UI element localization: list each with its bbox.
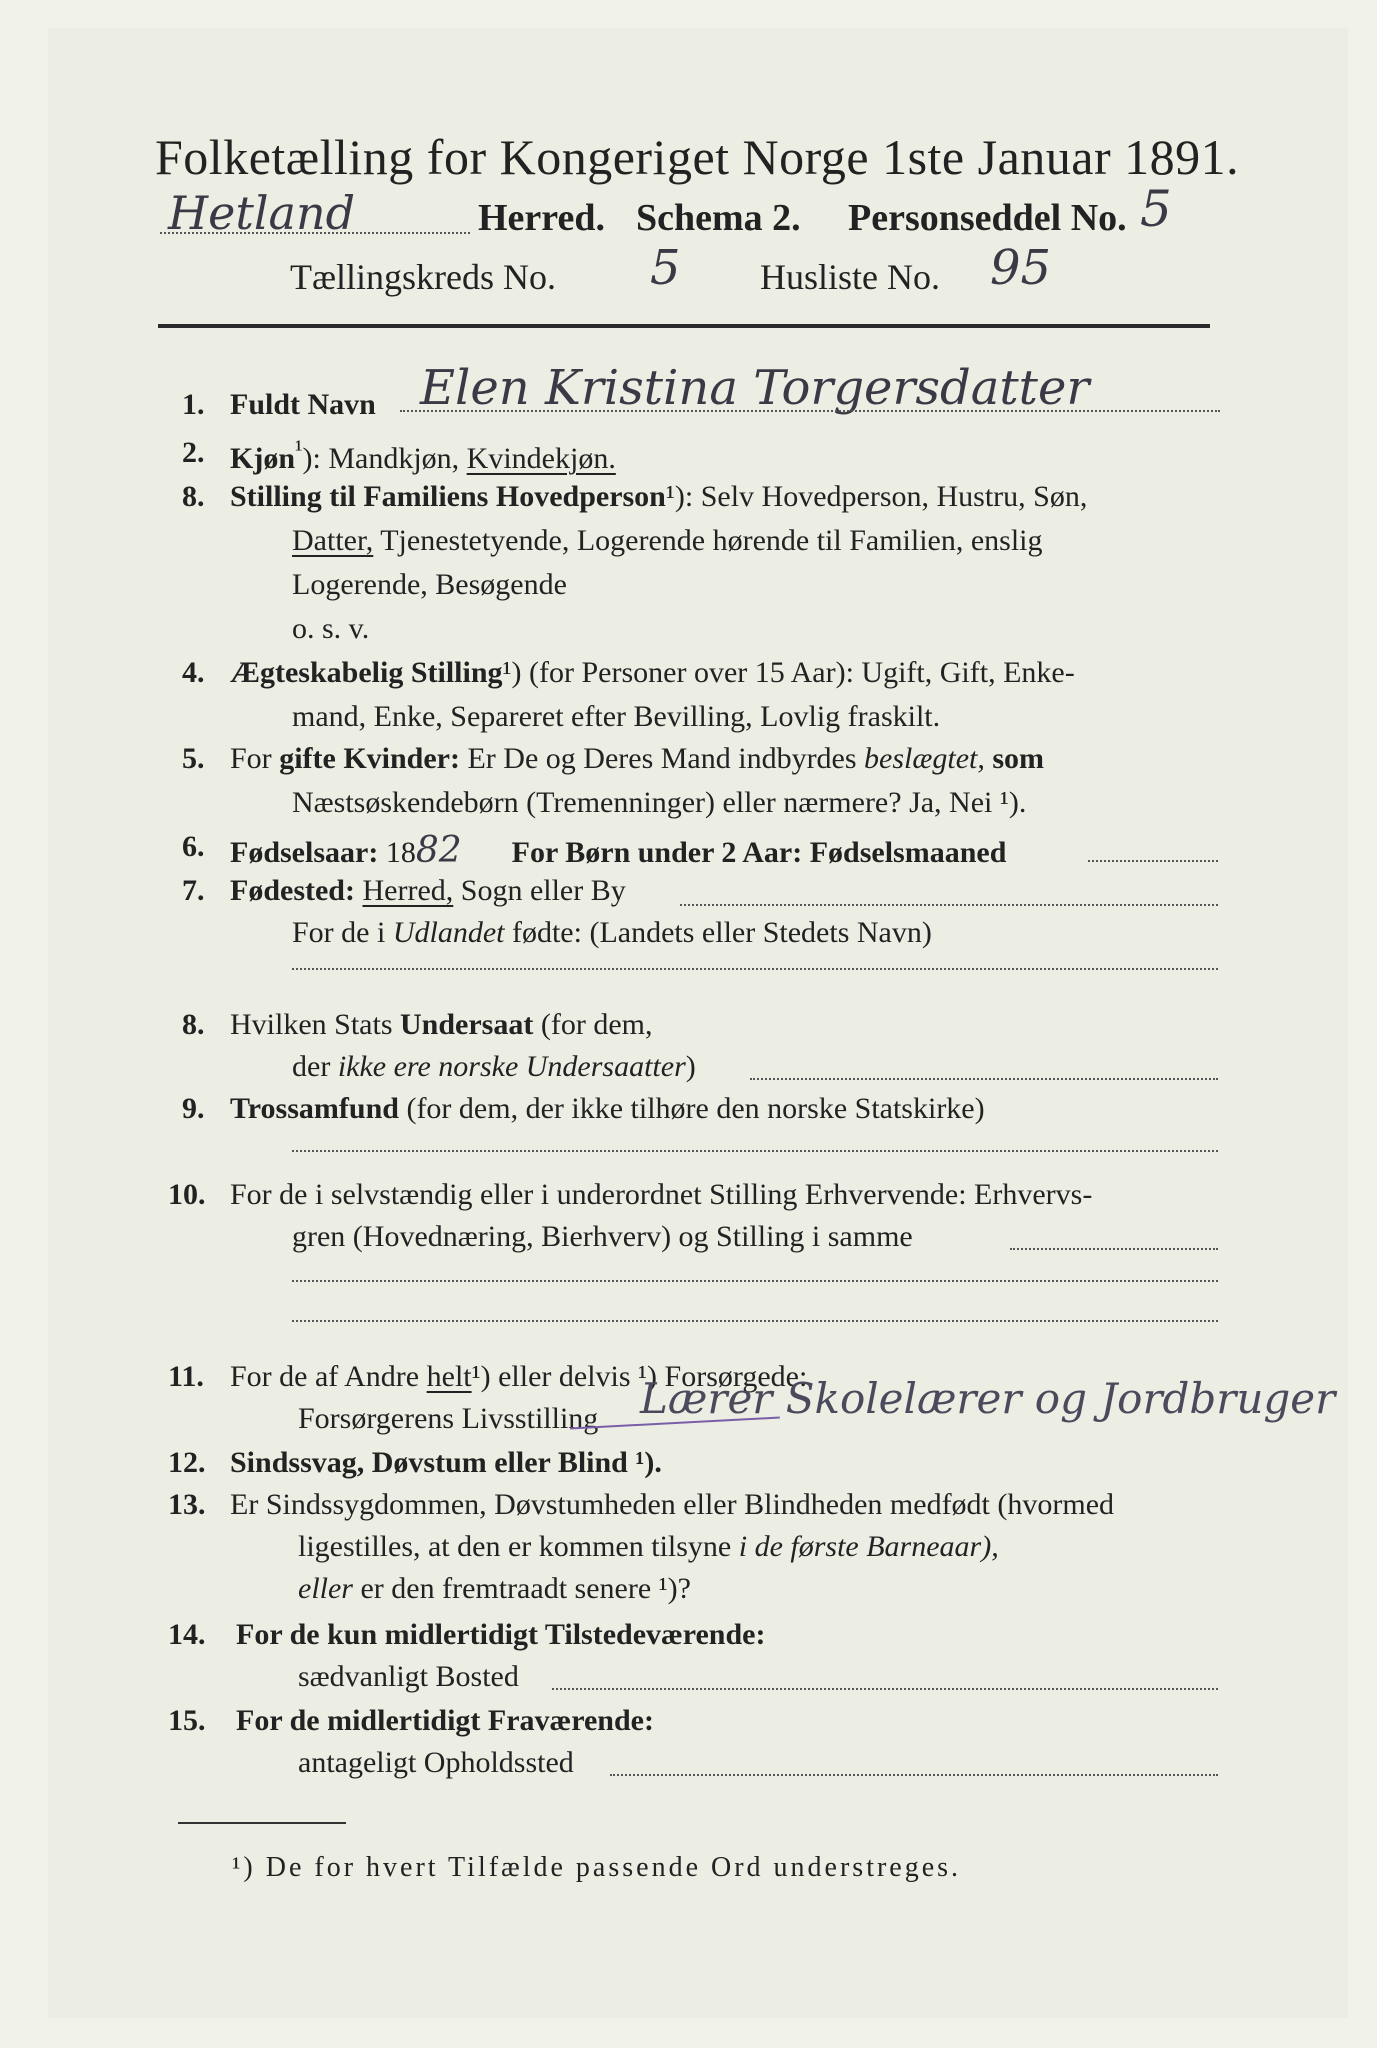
dotted-line: [292, 1320, 1218, 1322]
religion-label: Trossamfund: [230, 1092, 399, 1125]
text: ikke ere norske Undersaatter: [337, 1050, 686, 1083]
dotted-line: [292, 1150, 1218, 1152]
item-number: 2.: [182, 436, 205, 469]
dotted-line: [610, 1774, 1218, 1776]
text: som: [992, 742, 1045, 775]
husliste-number: 95: [990, 240, 1052, 296]
form-title: Folketælling for Kongeriget Norge 1ste Januar 1891.: [155, 129, 1240, 185]
text: der: [292, 1050, 331, 1083]
sex-options: ): Mandkjøn,: [302, 442, 460, 475]
text: helt: [426, 1360, 472, 1393]
text: Hvilken Stats: [230, 1008, 393, 1041]
dotted-line: [160, 232, 470, 234]
married-women-line2: Næstsøskendebørn (Tremenninger) eller nærmere? Ja, Nei ¹).: [292, 786, 1027, 819]
congenital-line3: [298, 1572, 691, 1606]
family-position-line4: o. s. v.: [292, 612, 370, 645]
citizenship-line2: der ikke ere norske Undersaatter): [292, 1050, 696, 1083]
text: For de af Andre: [230, 1360, 420, 1393]
occupation-line2: gren (Hovednæring, Bierhverv) og Stilling i samme: [292, 1220, 913, 1253]
text: For: [230, 742, 272, 775]
text: Undersaat: [400, 1008, 534, 1041]
herred-handwritten: Hetland: [168, 186, 356, 240]
family-position-line1: [230, 480, 1087, 514]
husliste-label: Husliste No.: [760, 257, 940, 297]
usual-residence-label: sædvanligt Bosted: [298, 1660, 519, 1693]
text: Udlandet: [392, 916, 505, 949]
item-number: 10.: [168, 1178, 206, 1211]
abroad-line: [292, 916, 932, 950]
dotted-line: [680, 904, 1218, 906]
dotted-line: [552, 1688, 1218, 1690]
birthplace-options: Sogn eller By: [460, 874, 626, 907]
full-name-answer: Elen Kristina Torgersdatter: [420, 360, 1090, 416]
item-number: 1.: [182, 388, 205, 421]
text: beslægtet,: [864, 742, 985, 775]
married-women-line1: [230, 742, 1044, 776]
dotted-line: [1088, 860, 1218, 862]
family-position-line2: [292, 524, 1043, 558]
item-number: 14.: [168, 1618, 206, 1651]
dotted-line: [292, 1280, 1218, 1282]
temporary-present-label: For de kun midlertidigt Tilstedeværende:: [236, 1618, 766, 1651]
dotted-line: [292, 968, 1218, 970]
religion-text: (for dem, der ikke tilhøre den norske Statskirke): [406, 1092, 985, 1125]
personseddel-label: Personseddel No.: [848, 197, 1127, 239]
schema-label: Schema 2.: [636, 197, 801, 239]
family-position-label: Stilling til Familiens Hovedperson: [230, 480, 666, 513]
provider-occupation-label: Forsørgerens Livsstilling: [298, 1402, 599, 1435]
congenital-line2: [298, 1530, 999, 1564]
birthplace-label: Fødested:: [230, 874, 355, 907]
item-number: 4.: [182, 656, 205, 689]
text: (for dem,: [540, 1008, 653, 1041]
text: ligestilles, at den er kommen tilsyne: [298, 1530, 732, 1563]
personseddel-number: 5: [1140, 180, 1172, 238]
taellingskreds-label: Tællingskreds No.: [290, 257, 556, 297]
item-number: 7.: [182, 874, 205, 907]
header-rule: [158, 324, 1210, 328]
dotted-line: [400, 410, 1220, 412]
marital-label: Ægteskabelig Stilling: [230, 656, 503, 689]
item-number: 8.: [182, 1008, 205, 1041]
item-number: 6.: [182, 830, 205, 863]
birth-year-line: [230, 830, 1006, 871]
text: ¹) eller delvis ¹) Forsørgede:: [471, 1360, 808, 1393]
marital-options: ¹) (for Personer over 15 Aar): Ugift, Gift, Enke-: [502, 656, 1075, 689]
family-position-options-2: Tjenestetyende, Logerende hørende til Familien, enslig: [380, 524, 1043, 557]
occupation-line1: For de i selvstændig eller i underordnet Stilling Erhvervende: Erhvervs-: [230, 1178, 1093, 1211]
text: For de i: [292, 916, 386, 949]
family-position-options: ¹): Selv Hovedperson, Hustru, Søn,: [665, 480, 1088, 513]
sex-line: [230, 436, 616, 476]
text: gifte Kvinder:: [279, 742, 460, 775]
item-number: 9.: [182, 1092, 205, 1125]
marital-line1: [230, 656, 1075, 690]
birthplace-line: [230, 874, 626, 908]
dotted-line: [1010, 1248, 1218, 1250]
religion-line: [230, 1092, 985, 1126]
full-name-label: Fuldt Navn: [230, 388, 376, 421]
temporary-absent-label: For de midlertidigt Fraværende:: [236, 1704, 654, 1737]
dotted-line: [750, 1078, 1218, 1080]
item-number: 8.: [182, 480, 205, 513]
birthplace-selected: Herred,: [362, 874, 454, 907]
birth-year-prefix: 18: [385, 836, 416, 869]
item-number: 5.: [182, 742, 205, 775]
herred-label: Herred.: [478, 197, 605, 239]
footnote-rule: [178, 1822, 346, 1824]
marital-line2: mand, Enke, Separeret efter Bevilling, Lovlig fraskilt.: [292, 700, 941, 733]
congenital-line1: Er Sindssygdommen, Døvstumheden eller Blindheden medfødt (hvormed: [230, 1488, 1115, 1521]
item-number: 13.: [168, 1488, 206, 1521]
sex-selected: Kvindekjøn.: [466, 442, 616, 475]
birth-year-answer: 82: [415, 830, 462, 871]
footnote-mark: ¹: [295, 436, 303, 463]
probable-location-label: antageligt Opholdssted: [298, 1746, 574, 1779]
item-number: 15.: [168, 1704, 206, 1737]
citizenship-line1: [230, 1008, 652, 1042]
provider-occupation-answer: Lærer Skolelærer og Jordbruger: [640, 1374, 1336, 1423]
birth-month-label: For Børn under 2 Aar: Fødselsmaaned: [511, 836, 1007, 869]
text: fødte: (Landets eller Stedets Navn): [511, 916, 932, 949]
item-number: 11.: [168, 1360, 204, 1393]
disability-line: Sindssvag, Døvstum eller Blind ¹).: [230, 1446, 662, 1479]
text: er den fremtraadt senere ¹)?: [360, 1572, 691, 1605]
family-position-line3: Logerende, Besøgende: [292, 568, 567, 601]
item-number: 12.: [168, 1446, 206, 1479]
taellingskreds-number: 5: [650, 240, 681, 296]
footnote: ¹) De for hvert Tilfælde passende Ord understreges.: [232, 1852, 962, 1883]
birth-year-label: Fødselsaar:: [230, 836, 379, 869]
text: i de første Barneaar),: [738, 1530, 999, 1563]
sex-label: Kjøn: [230, 442, 296, 475]
text: Er De og Deres Mand indbyrdes: [467, 742, 857, 775]
text: eller: [298, 1572, 353, 1605]
family-position-selected: Datter,: [292, 524, 374, 557]
